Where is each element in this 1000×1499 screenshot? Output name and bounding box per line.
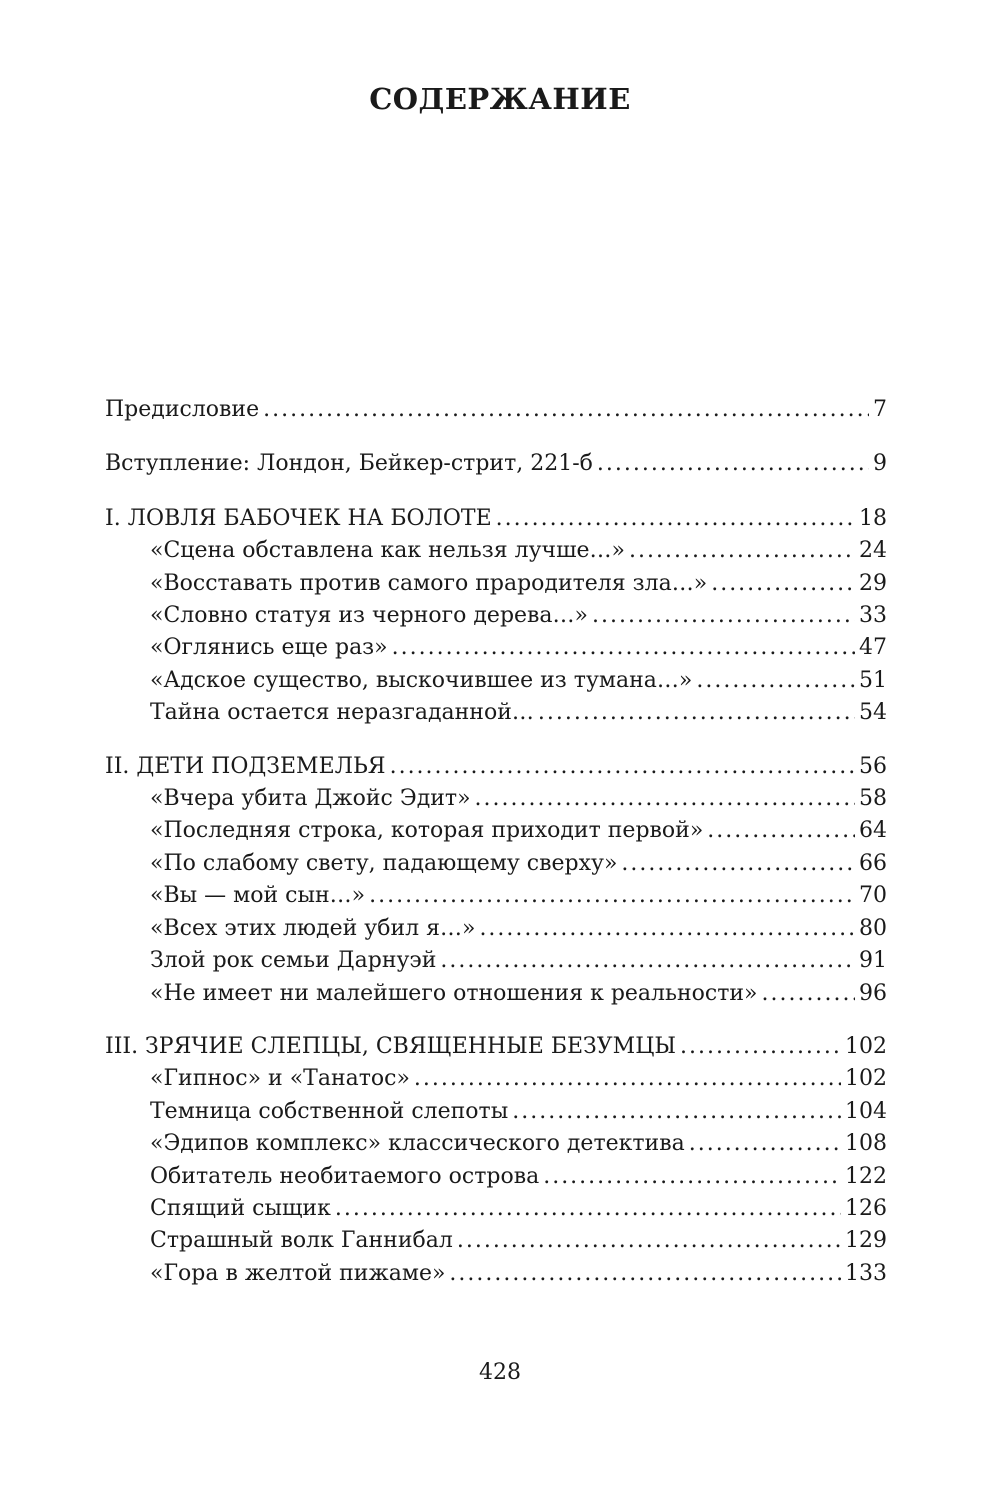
toc-entry — [105, 848, 887, 880]
table-of-contents — [105, 394, 887, 1290]
toc-entry — [105, 815, 887, 847]
toc-entry-page: 7 — [873, 397, 887, 422]
toc-entry — [105, 1193, 887, 1225]
toc-entry — [105, 665, 887, 697]
toc-entry-page: 70 — [859, 883, 887, 909]
toc-entry-title: Тайна остается неразгаданной… — [150, 700, 534, 726]
toc-entry-title: Предисловие — [105, 397, 260, 422]
toc-section-heading — [105, 1031, 887, 1063]
dot-leader — [707, 815, 855, 847]
toc-entry-title: «Вы — мой сын…» — [150, 883, 366, 909]
toc-entry — [105, 535, 887, 567]
toc-entry — [105, 1225, 887, 1257]
page-number: 428 — [479, 1360, 521, 1385]
toc-entry-title: «Последняя строка, которая приходит первой» — [150, 818, 704, 844]
toc-entry-title: «Гипнос» и «Танатос» — [150, 1066, 410, 1092]
toc-entry-title: Темница собственной слепоты — [150, 1098, 509, 1124]
toc-entry-page: 58 — [859, 786, 887, 812]
toc-entry-page: 18 — [859, 505, 887, 531]
toc-entry-page: 102 — [845, 1066, 887, 1092]
dot-leader — [390, 751, 855, 783]
dot-leader — [680, 1031, 841, 1063]
dot-leader — [543, 1161, 841, 1193]
toc-entry-title: I. ЛОВЛЯ БАБОЧЕК НА БОЛОТЕ — [105, 505, 492, 531]
dot-leader — [621, 848, 855, 880]
toc-entry-preface — [105, 394, 887, 426]
toc-entry-title: «По слабому свету, падающему сверху» — [150, 850, 618, 876]
dot-leader — [479, 913, 855, 945]
toc-entry-title: «Всех этих людей убил я…» — [150, 915, 476, 941]
dot-leader — [629, 535, 855, 567]
toc-entry-title: «Оглянись еще раз» — [150, 635, 388, 661]
toc-entry — [105, 697, 887, 729]
toc-entry-title: Злой рок семьи Дарнуэй — [150, 948, 437, 974]
toc-entry-title: «Адское существо, выскочившее из тумана…» — [150, 667, 693, 693]
toc-entry — [105, 978, 887, 1010]
toc-entry-introduction — [105, 448, 887, 480]
toc-entry — [105, 1063, 887, 1095]
toc-entry-page: 29 — [859, 570, 887, 596]
page-title: СОДЕРЖАНИЕ — [369, 82, 631, 116]
toc-entry-page: 129 — [845, 1228, 887, 1254]
dot-leader — [496, 503, 855, 535]
dot-leader — [597, 448, 869, 480]
toc-entry-page: 96 — [859, 980, 887, 1006]
toc-entry-page: 9 — [873, 451, 887, 477]
toc-entry-title: «Гора в желтой пижаме» — [150, 1260, 446, 1286]
dot-leader — [538, 697, 855, 729]
toc-entry — [105, 880, 887, 912]
toc-entry — [105, 1128, 887, 1160]
dot-leader — [392, 632, 855, 664]
toc-entry — [105, 568, 887, 600]
toc-entry-title: «Словно статуя из черного дерева…» — [150, 603, 589, 629]
dot-leader — [592, 600, 855, 632]
dot-leader — [449, 1258, 841, 1290]
toc-entry-page: 91 — [859, 948, 887, 974]
toc-entry — [105, 1161, 887, 1193]
dot-leader — [335, 1193, 841, 1225]
dot-leader — [457, 1225, 841, 1257]
dot-leader — [414, 1063, 841, 1095]
dot-leader — [369, 880, 855, 912]
toc-entry-title: Страшный волк Ганнибал — [150, 1228, 453, 1254]
dot-leader — [512, 1096, 841, 1128]
toc-entry — [105, 913, 887, 945]
toc-entry-page: 24 — [859, 538, 887, 564]
toc-entry-title: Спящий сыщик — [150, 1195, 331, 1221]
toc-entry-page: 104 — [845, 1098, 887, 1124]
toc-entry-page: 56 — [859, 753, 887, 779]
dot-leader — [696, 665, 855, 697]
dot-leader — [762, 978, 855, 1010]
toc-entry-title: «Восставать против самого прародителя зла…» — [150, 570, 708, 596]
toc-entry — [105, 1096, 887, 1128]
dot-leader — [440, 945, 855, 977]
toc-entry — [105, 1258, 887, 1290]
toc-section-heading — [105, 751, 887, 783]
toc-entry-page: 126 — [845, 1195, 887, 1221]
dot-leader — [263, 394, 869, 426]
toc-entry-title: Вступление: Лондон, Бейкер-стрит, 221-б — [105, 451, 593, 477]
toc-entry-page: 102 — [845, 1033, 887, 1059]
toc-entry-page: 47 — [859, 635, 887, 661]
dot-leader — [711, 568, 855, 600]
dot-leader — [689, 1128, 841, 1160]
toc-entry-page: 133 — [845, 1260, 887, 1286]
toc-entry-page: 64 — [859, 818, 887, 844]
toc-entry-title: Обитатель необитаемого острова — [150, 1163, 540, 1189]
toc-entry-title: «Сцена обставлена как нельзя лучше…» — [150, 538, 625, 564]
toc-entry-page: 33 — [859, 603, 887, 629]
toc-entry-title: «Эдипов комплекс» классического детектива — [150, 1131, 685, 1157]
toc-entry-page: 80 — [859, 915, 887, 941]
toc-entry-page: 122 — [845, 1163, 887, 1189]
toc-entry-page: 66 — [859, 850, 887, 876]
toc-entry — [105, 945, 887, 977]
dot-leader — [475, 783, 855, 815]
toc-entry — [105, 600, 887, 632]
toc-entry-page: 108 — [845, 1131, 887, 1157]
toc-section-heading — [105, 503, 887, 535]
toc-entry-title: II. ДЕТИ ПОДЗЕМЕЛЬЯ — [105, 753, 386, 779]
toc-entry-page: 51 — [859, 667, 887, 693]
toc-entry-title: «Не имеет ни малейшего отношения к реальности» — [150, 980, 758, 1006]
toc-entry-title: III. ЗРЯЧИЕ СЛЕПЦЫ, СВЯЩЕННЫЕ БЕЗУМЦЫ — [105, 1033, 677, 1059]
toc-entry — [105, 632, 887, 664]
toc-entry-page: 54 — [859, 700, 887, 726]
toc-entry — [105, 783, 887, 815]
toc-entry-title: «Вчера убита Джойс Эдит» — [150, 786, 471, 812]
